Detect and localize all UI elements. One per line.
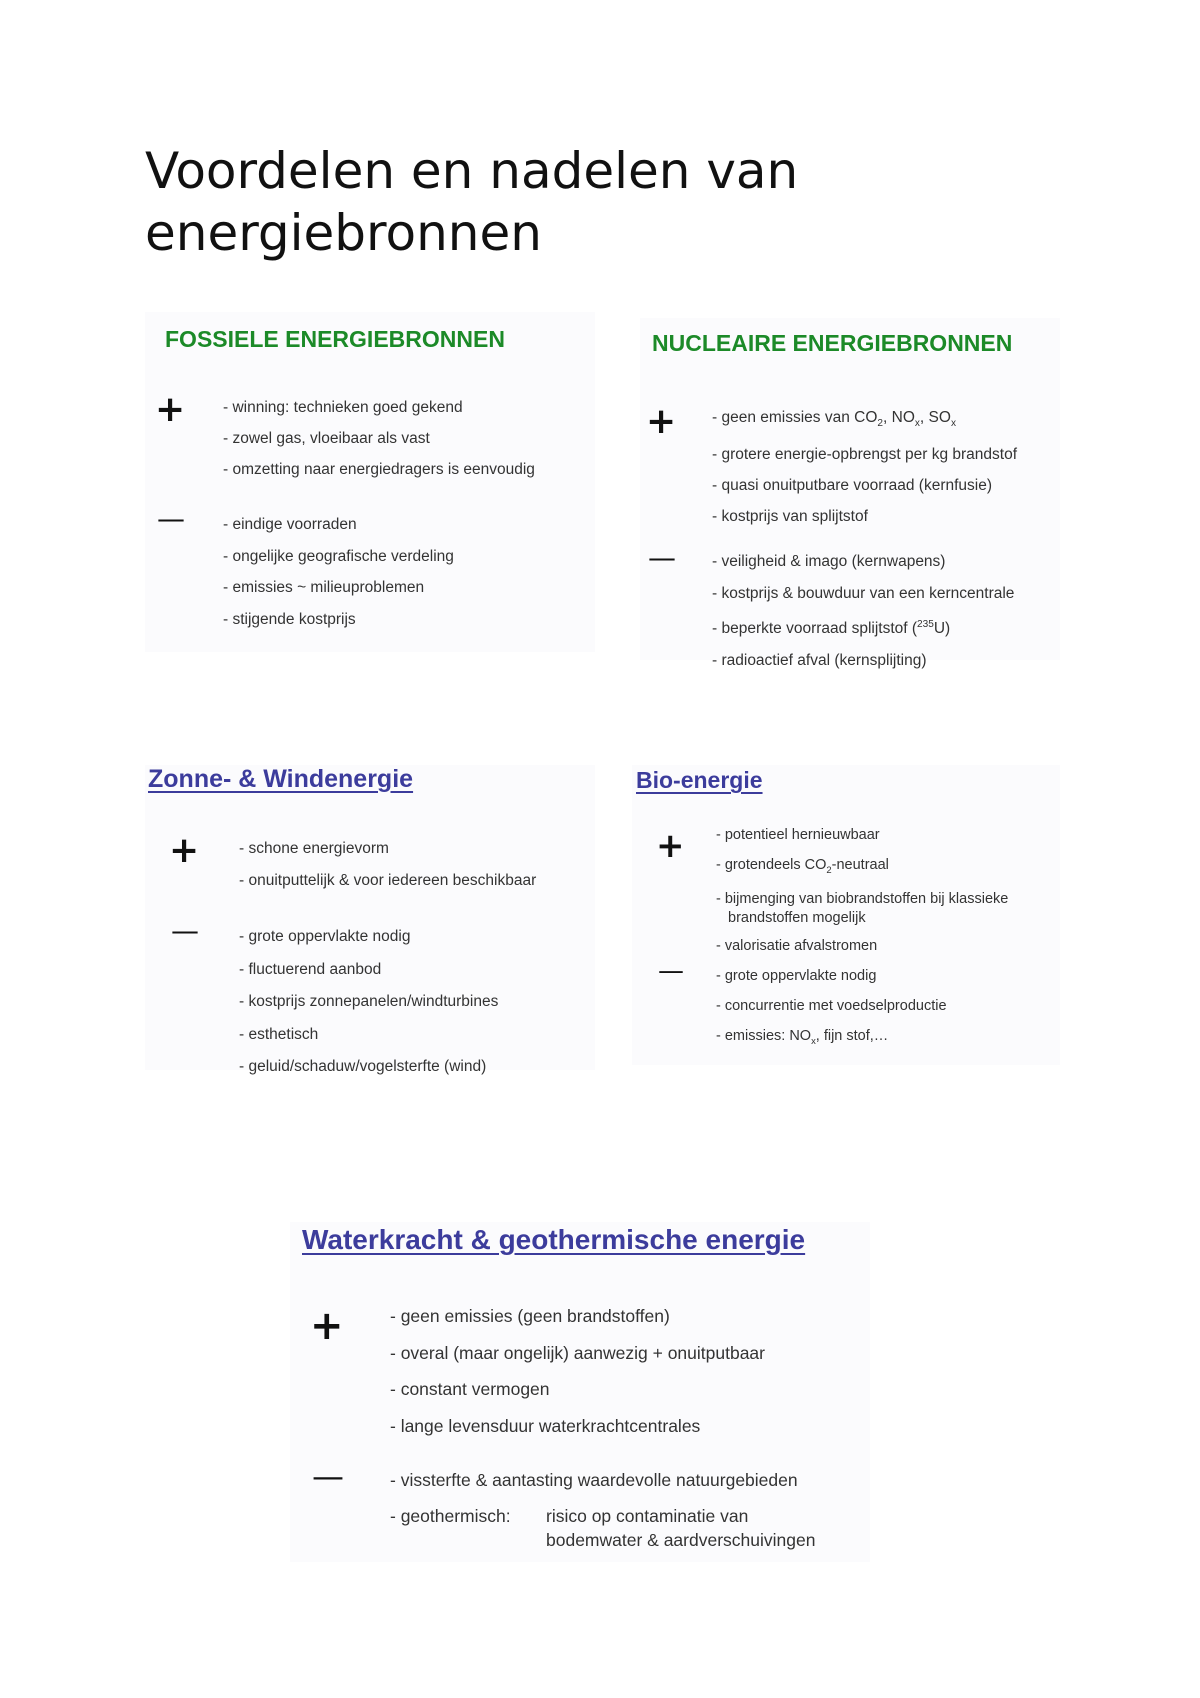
list-item: - grotere energie-opbrengst per kg brandstof	[712, 446, 1018, 464]
plus-icon: +	[656, 826, 685, 866]
fossiel-minus-list	[223, 509, 454, 635]
list-item: - kostprijs & bouwduur van een kerncentrale	[712, 584, 1015, 602]
list-item: - potentieel hernieuwbaar	[716, 827, 880, 843]
zon-wind-minus-list	[239, 921, 498, 1084]
list-item: - eindige voorraden	[223, 516, 357, 533]
bio-card	[632, 765, 1060, 1065]
zon-wind-title: Zonne- & Windenergie	[148, 765, 414, 793]
plus-icon: +	[310, 1303, 344, 1349]
list-item: - concurrentie met voedselproductie	[716, 998, 947, 1014]
list-item: - grote oppervlakte nodig	[239, 928, 411, 945]
plus-icon: +	[169, 830, 200, 871]
list-item: - geen emissies van $CO_2$, $NO_x$, $SO_x$	[712, 409, 956, 430]
list-item: - emissies ~ milieuproblemen	[223, 579, 425, 596]
list-item: - emissies: $NO_x$, fijn stof,…	[716, 1028, 889, 1046]
bio-minus-list	[716, 961, 947, 1056]
minus-icon: —	[157, 502, 185, 535]
bio-title: Bio-energie	[636, 767, 763, 793]
water-minus-list	[390, 1462, 815, 1552]
page-title: Voordelen en nadelen van energiebronnen	[145, 142, 799, 262]
fossiel-plus-list	[223, 392, 535, 485]
list-item: - geothermisch: risico op contaminatie van bodemwater & aardverschuivingen	[390, 1506, 816, 1550]
list-item: - valorisatie afvalstromen	[716, 937, 878, 954]
list-item: - grotendeels $CO_2$-neutraal	[716, 856, 889, 875]
nucleair-plus-list	[712, 402, 1017, 532]
fossiel-title: FOSSIELE ENERGIEBRONNEN	[165, 326, 505, 352]
list-item: - vissterfte & aantasting waardevolle natuurgebieden	[390, 1470, 798, 1490]
nucleair-title: NUCLEAIRE ENERGIEBRONNEN	[652, 330, 1013, 356]
list-item: - kostprijs zonnepanelen/windturbines	[239, 993, 499, 1010]
list-item: - omzetting naar energiedragers is eenvoudig	[223, 461, 535, 478]
list-item: - zowel gas, vloeibaar als vast	[223, 430, 430, 447]
list-item: - beperkte voorraad splijtstof ($^{235}$U)	[712, 619, 951, 638]
list-item: - winning: technieken goed gekend	[223, 399, 463, 416]
minus-icon: —	[171, 914, 199, 947]
minus-icon: —	[648, 541, 676, 574]
nucleair-minus-list	[712, 546, 1014, 676]
water-title: Waterkracht & geothermische energie	[302, 1224, 806, 1255]
list-item: - schone energievorm	[239, 840, 389, 857]
list-item: - geluid/schaduw/vogelsterfte (wind)	[239, 1058, 487, 1075]
list-item: - grote oppervlakte nodig	[716, 968, 877, 984]
list-item: - esthetisch	[239, 1025, 319, 1043]
minus-icon: —	[658, 956, 684, 986]
fossiel-card	[145, 312, 595, 652]
list-item: - veiligheid & imago (kernwapens)	[712, 553, 946, 570]
list-item: - stijgende kostprijs	[223, 610, 356, 628]
list-item: - geen emissies (geen brandstoffen)	[390, 1306, 670, 1326]
plus-icon: +	[155, 389, 186, 430]
bio-plus-list	[716, 821, 1008, 961]
water-plus-list	[390, 1298, 765, 1444]
list-item: - ongelijke geografische verdeling	[223, 547, 454, 565]
list-item: - fluctuerend aanbod	[239, 960, 382, 978]
list-item: - lange levensduur waterkrachtcentrales	[390, 1415, 701, 1436]
list-item: - bijmenging van biobrandstoffen bij klassieke brandstoffen mogelijk	[716, 890, 1009, 926]
list-item: - onuitputtelijk & voor iedereen beschikbaar	[239, 872, 537, 889]
nucleair-card	[640, 318, 1060, 669]
minus-icon: —	[312, 1457, 344, 1495]
zon-wind-card	[145, 765, 595, 1075]
list-item: - radioactief afval (kernsplijting)	[712, 651, 927, 669]
list-item: - overal (maar ongelijk) aanwezig + onuitputbaar	[390, 1342, 765, 1363]
list-item: - quasi onuitputbare voorraad (kernfusie)	[712, 477, 993, 495]
list-item: - constant vermogen	[390, 1379, 550, 1399]
list-item: - kostprijs van splijtstof	[712, 508, 868, 526]
zon-wind-plus-list	[239, 833, 536, 897]
water-card	[290, 1222, 870, 1562]
plus-icon: +	[646, 401, 677, 442]
